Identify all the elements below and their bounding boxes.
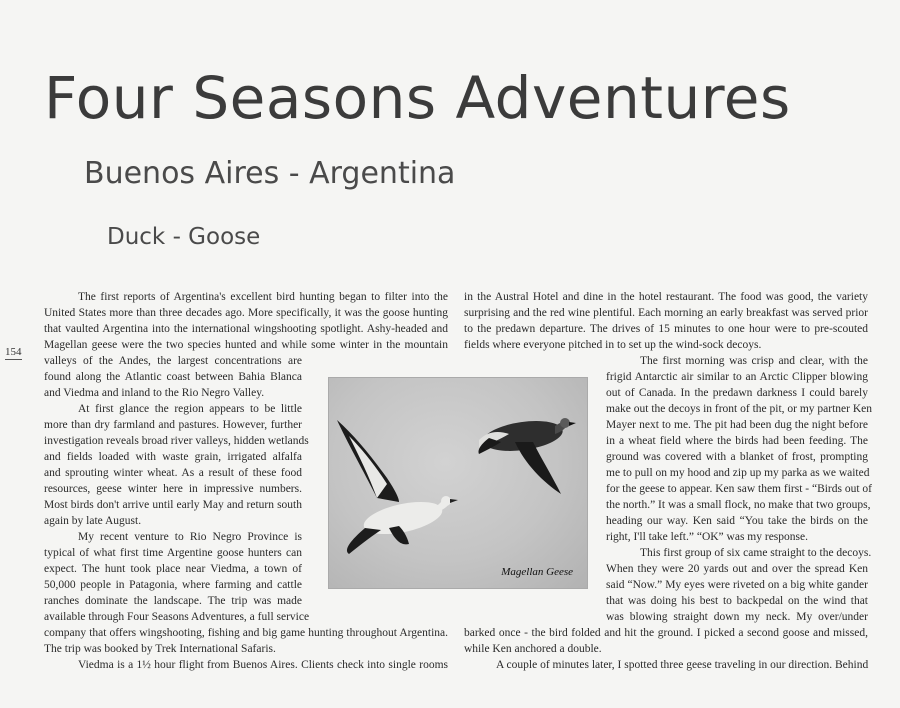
- page-title: Four Seasons Adventures: [44, 64, 791, 132]
- article-line: me to pull on my hood and zip up my parka as we waited: [606, 467, 870, 479]
- article-line: frigid Antarctic air similar to an Arctic Clipper blowing: [606, 371, 868, 383]
- article-line: while Ken anchored a double.: [464, 643, 602, 655]
- article-line: fields where everyone pitched in to set up the wind-sock decoys.: [464, 339, 762, 351]
- article-line: heading our way. Ken said “You take the birds on the: [606, 515, 868, 527]
- article-line: more than dry farmland and pastures. However, further: [44, 419, 302, 431]
- article-line: in a wheat field where the birds had been feeding. The: [606, 435, 868, 447]
- page-subtitle: Buenos Aires - Argentina: [84, 156, 456, 191]
- article-line: and sprouting winter wheat. As a result of these food: [44, 467, 302, 479]
- article-line: The first morning was crisp and clear, with the: [640, 355, 868, 367]
- article-line: company that offers wingshooting, fishing and big game hunting throughout Argentina.: [44, 627, 448, 639]
- article-line: make out the decoys in front of the pit, or my partner Ken: [606, 403, 873, 415]
- article-line: valleys of the Andes, the largest concentrations are: [44, 355, 302, 367]
- article-line: 50,000 people in Patagonia, where farming and cattle: [44, 579, 302, 591]
- article-line: and fields loaded with waste grain, irrigated alfalfa: [44, 451, 302, 463]
- article-line: in the Austral Hotel and dine in the hotel restaurant. The food was good, the variety: [464, 291, 868, 303]
- article-line: and Viedma and inland to the Rio Negro Valley.: [44, 387, 265, 399]
- article-line: When they were 20 yards out and over the spread Ken: [606, 563, 868, 575]
- article-line: investigation reveals broad river valleys, hidden wetlands: [44, 435, 309, 447]
- article-line: Mayer next to me. The pit had been dug the night before: [606, 419, 868, 431]
- article-line: A couple of minutes later, I spotted three geese traveling in our direction. Behind: [496, 659, 869, 671]
- geese-illustration: [329, 378, 587, 588]
- geese-photo: [328, 377, 588, 589]
- article-line: This first group of six came straight to the decoys.: [640, 547, 872, 559]
- article-line: available through Four Seasons Adventures, a full service: [44, 611, 310, 623]
- article-line: Most birds don't arrive until early May and return south: [44, 499, 302, 511]
- article-line: The trip was booked by Trek International Safaris.: [44, 643, 276, 655]
- article-line: was blowing straight down my neck. My over/under: [606, 611, 868, 623]
- article-line: At first glance the region appears to be little: [78, 403, 302, 415]
- article-line: ranches dominate the landscape. The trip was made: [44, 595, 302, 607]
- photo-caption: Magellan Geese: [501, 566, 573, 578]
- article-line: to the predawn departure. The drives of 15 minutes to one hour were to pre-scouted: [464, 323, 868, 335]
- article-line: out of Canada. In the predawn darkness I could barely: [606, 387, 868, 399]
- dark-goose-wing: [515, 442, 561, 494]
- article-line: again by late August.: [44, 515, 142, 527]
- article-line: that vaulted Argentina into the international wingshooting spotlight. Ashy-headed and: [44, 323, 448, 335]
- article-line: surprising and the red wine plentiful. Each morning an early breakfast was served prior: [464, 307, 868, 319]
- article-line: ground was covered with a blanket of frost, prompting: [606, 451, 868, 463]
- article-line: expect. The hunt took place near Viedma, a town of: [44, 563, 302, 575]
- article-line: The first reports of Argentina's excellent bird hunting began to filter into the: [78, 291, 448, 303]
- page-number: 154: [5, 346, 22, 358]
- article-line: that was doing his best to backpedal on the wind that: [606, 595, 868, 607]
- article-line: United States more than three decades ago. More specifically, it was the goose hunting: [44, 307, 448, 319]
- article-line: Viedma is a 1½ hour flight from Buenos Aires. Clients check into single rooms: [78, 659, 448, 671]
- article-line: barked once - the bird folded and hit the ground. I picked a second goose and missed,: [464, 627, 868, 639]
- article-line: said “Now.” My eyes were riveted on a big white gander: [606, 579, 868, 591]
- article-line: My recent venture to Rio Negro Province is: [78, 531, 302, 543]
- section-heading: Duck - Goose: [107, 224, 261, 250]
- article-line: right, I'll take left.” “OK” was my response.: [606, 531, 808, 543]
- article-line: resources, geese winter here in impressive numbers.: [44, 483, 302, 495]
- article-line: typical of what first time Argentine goose hunters can: [44, 547, 302, 559]
- article-line: Magellan geese were the two species hunted and while some winter in the mountain: [44, 339, 448, 351]
- article-line: the north.” It was a small flock, no make that two groups,: [606, 499, 871, 511]
- article-line: found along the Atlantic coast between Bahia Blanca: [44, 371, 302, 383]
- article-line: for the geese to appear. Ken saw them first - “Birds out of: [606, 483, 873, 495]
